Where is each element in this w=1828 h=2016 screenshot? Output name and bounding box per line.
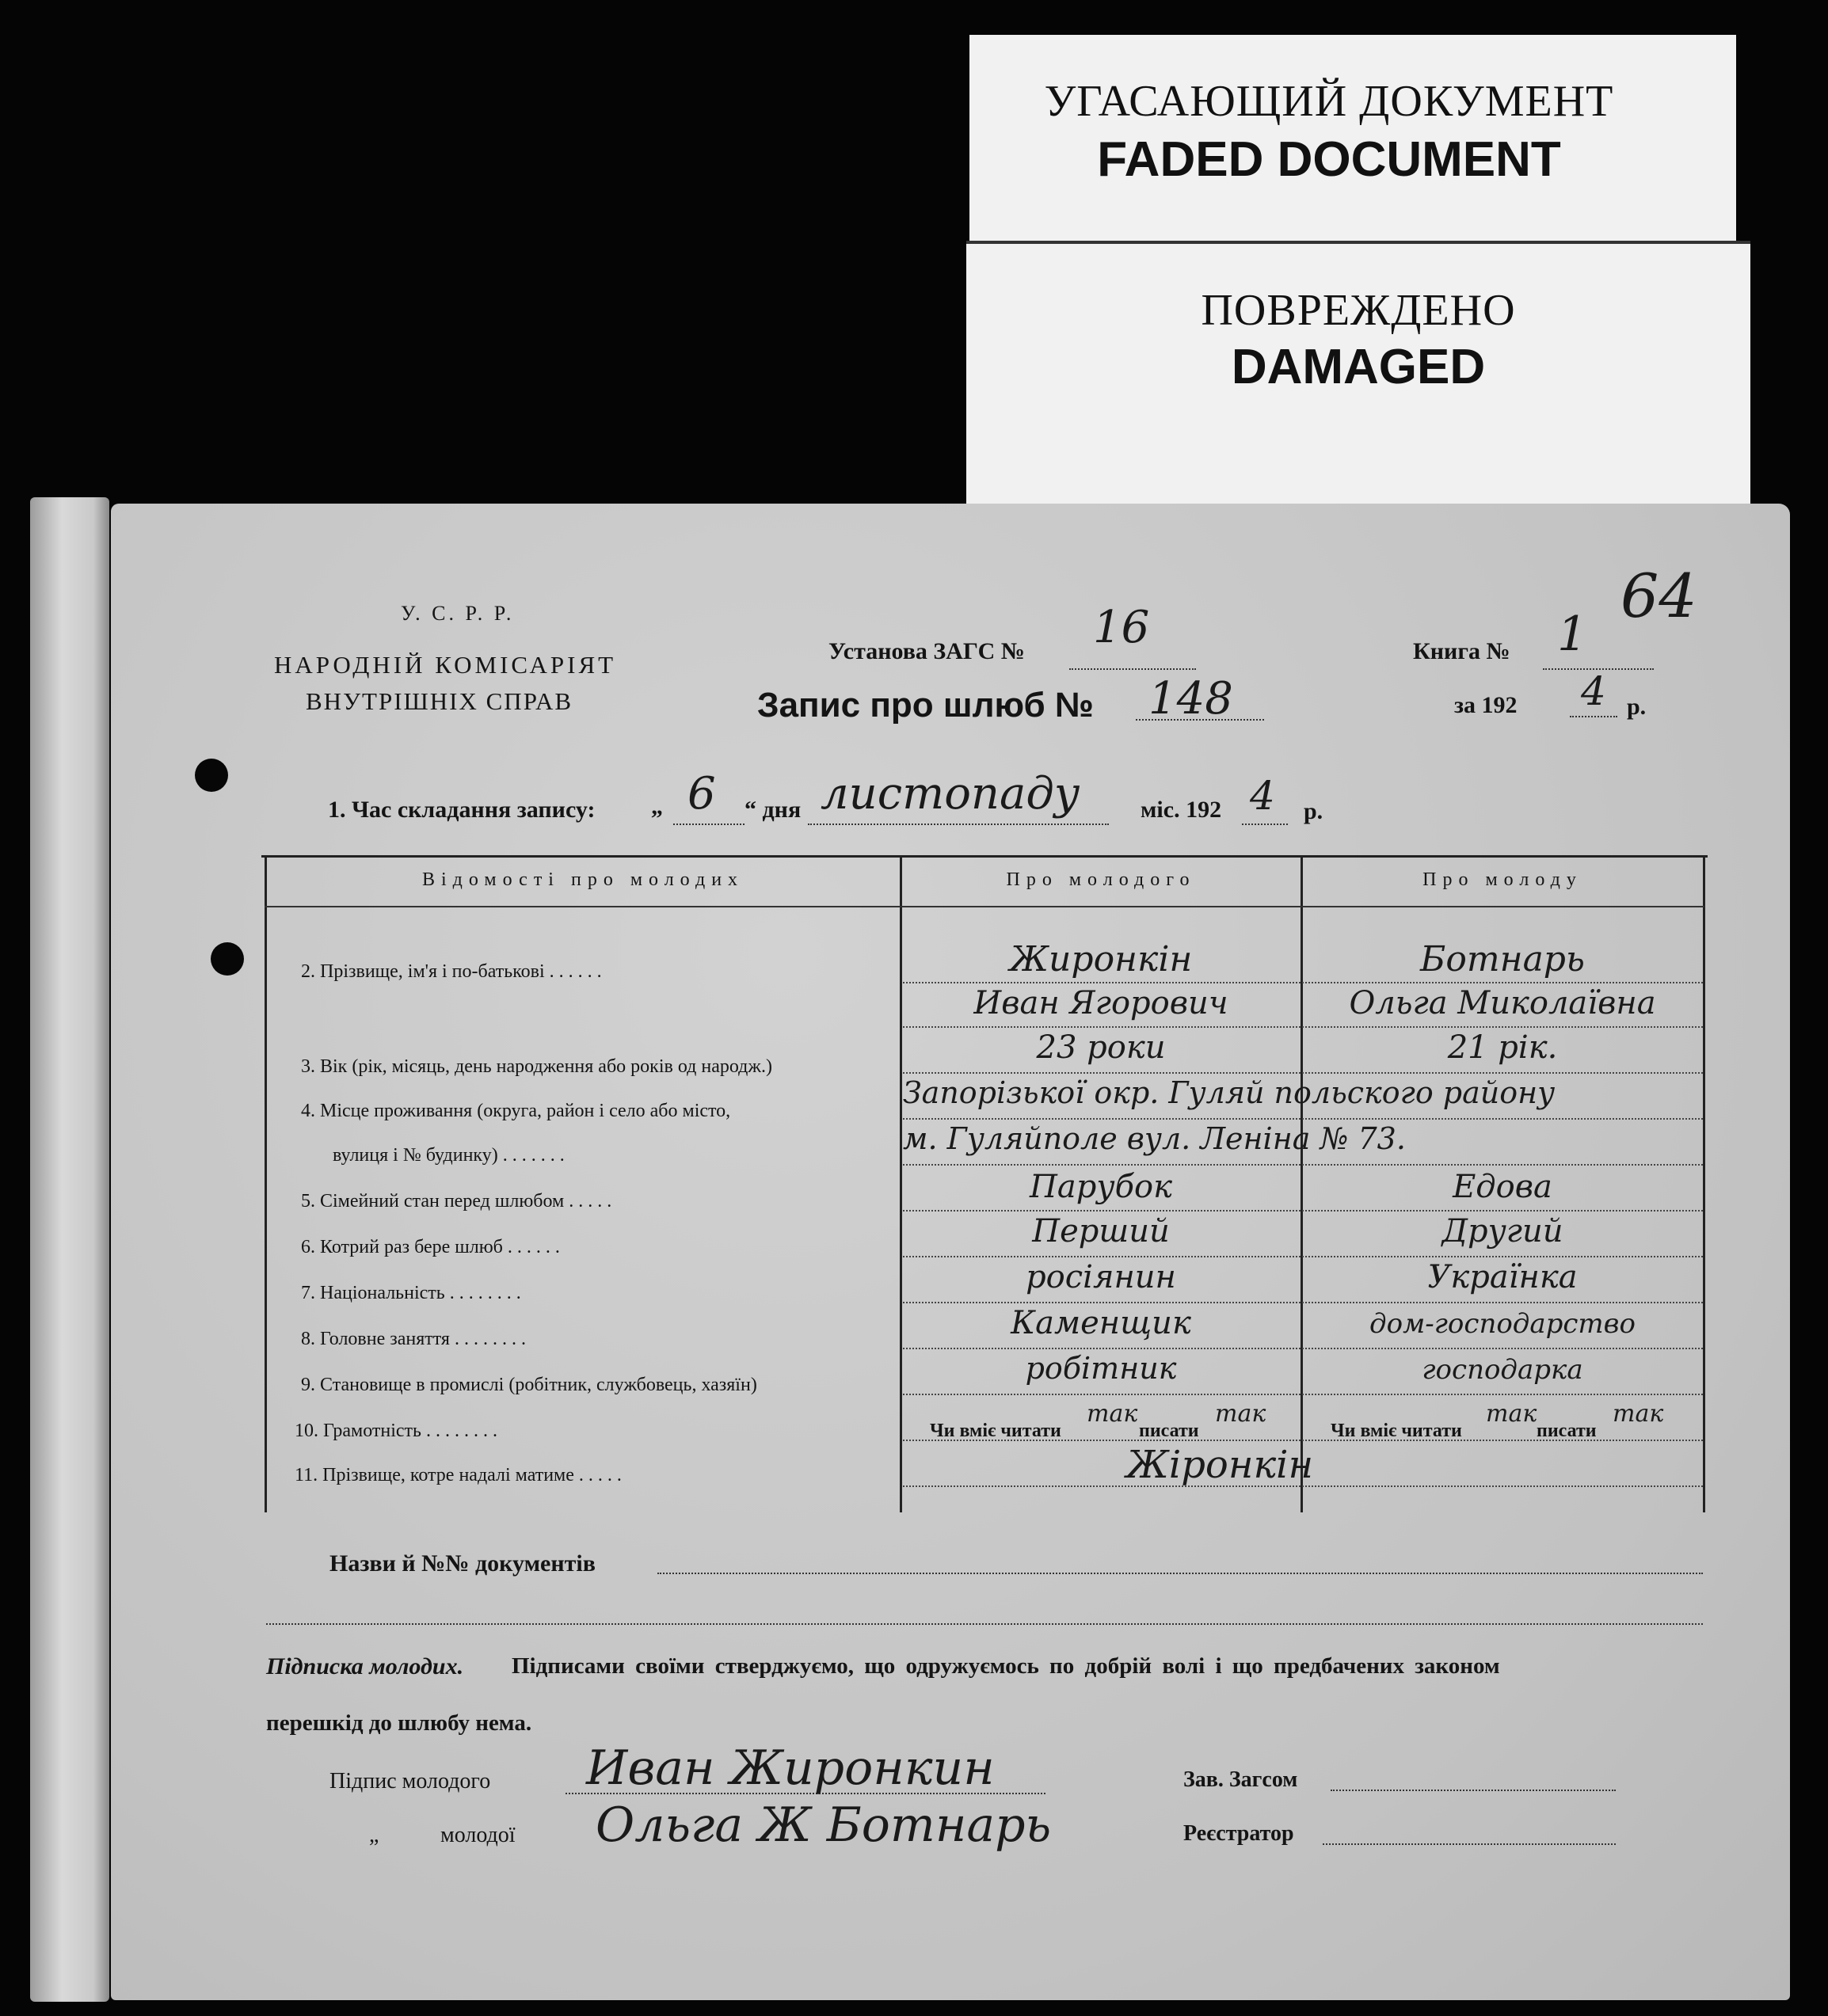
row-label-name: 2. Прізвище, ім'я і по-батькові . . . . . . — [301, 961, 602, 982]
record-year-digit: 4 — [1250, 773, 1275, 819]
groom-age: 23 роки — [1036, 1029, 1166, 1066]
previous-page-edge — [30, 497, 109, 2002]
future-surname: Жіронкін — [1125, 1443, 1314, 1487]
groom-position: робітник — [1025, 1351, 1177, 1386]
residence-line-2: м. Гуляйполе вул. Леніна № 73. — [903, 1121, 1406, 1156]
book-number: 1 — [1557, 607, 1588, 662]
documents-label: Назви й №№ документів — [329, 1550, 596, 1577]
row-label-marital: 5. Сімейний стан перед шлюбом . . . . . — [301, 1191, 612, 1212]
declaration-text-2: перешкід до шлюбу нема. — [266, 1710, 532, 1736]
bride-position: господарка — [1422, 1354, 1583, 1386]
bride-write-label: писати — [1537, 1421, 1597, 1441]
bride-read-value: так — [1486, 1400, 1537, 1428]
column-header-bride: Про молоду — [1422, 869, 1582, 890]
record-month: листопаду — [821, 768, 1080, 820]
bride-write-value: так — [1613, 1400, 1664, 1428]
binder-hole — [195, 759, 228, 792]
record-number: 148 — [1148, 673, 1233, 725]
groom-marital-status: Парубок — [1030, 1169, 1172, 1205]
faded-tag-russian: УГАСАЮЩИЙ ДОКУМЕНТ — [1044, 77, 1614, 126]
registrar-label: Реєстратор — [1183, 1821, 1294, 1846]
bride-surname: Ботнарь — [1420, 939, 1585, 979]
column-header-groom: Про молодого — [1006, 869, 1196, 890]
usrr-label: У. С. Р. Р. — [401, 602, 515, 625]
row-label-position: 9. Становище в промислі (робітник, службовець, хазяїн) — [301, 1375, 757, 1395]
record-year-suffix: р. — [1304, 798, 1323, 824]
row-label-occupation: 8. Головне заняття . . . . . . . . — [301, 1329, 526, 1349]
groom-signature-label: Підпис молодого — [329, 1769, 491, 1793]
record-day: 6 — [687, 768, 716, 820]
row-label-nationality: 7. Національність . . . . . . . . — [301, 1283, 521, 1303]
bride-name: Ольга Миколаївна — [1349, 985, 1656, 1021]
declaration-lead: Підписка молодих. — [266, 1653, 464, 1679]
day-label: “ дня — [745, 797, 802, 823]
month-label: міс. 192 — [1141, 797, 1222, 823]
damaged-tag-english: DAMAGED — [1231, 340, 1486, 394]
row-label-future-surname: 11. Прізвище, котре надалі матиме . . . . . — [295, 1465, 622, 1485]
page-number: 64 — [1620, 561, 1697, 631]
time-of-record-label: 1. Час складання запису: — [328, 797, 596, 823]
groom-marriage-count: Перший — [1032, 1213, 1170, 1250]
head-of-registry-label: Зав. Загсом — [1183, 1767, 1298, 1792]
groom-write-value: так — [1215, 1400, 1266, 1428]
damaged-document-tag — [966, 244, 1750, 507]
bride-marriage-count: Другий — [1441, 1213, 1563, 1250]
year-suffix: р. — [1627, 694, 1647, 720]
row-label-literacy: 10. Грамотність . . . . . . . . — [295, 1421, 497, 1441]
declaration-text-1: Підписами своїми стверджуємо, що одружуємось по добрій волі і що предбачених законом — [512, 1653, 1500, 1679]
bride-marital-status: Едова — [1453, 1169, 1552, 1205]
row-label-times: 6. Котрий раз бере шлюб . . . . . . — [301, 1237, 560, 1257]
marriage-record-form — [111, 504, 1790, 2000]
quote-open: „ — [651, 793, 663, 820]
year-digit: 4 — [1581, 668, 1606, 714]
groom-name: Иван Ягорович — [973, 985, 1228, 1021]
book-label: Книга № — [1413, 638, 1510, 664]
commissariat-line-2: ВНУТРІШНІХ СПРАВ — [306, 687, 573, 715]
groom-signature: Иван Жиронкин — [586, 1740, 995, 1796]
bride-age: 21 рік. — [1447, 1029, 1558, 1066]
groom-nationality: росіянин — [1026, 1259, 1176, 1295]
zags-label: Установа ЗАГС № — [828, 638, 1025, 664]
row-label-residence: 4. Місце проживання (округа, район і село або місто, — [301, 1101, 731, 1121]
column-header-info: Відомості про молодих — [421, 869, 745, 890]
record-title: Запис про шлюб № — [757, 686, 1094, 725]
bride-signature: Ольга Ж Ботнарь — [596, 1797, 1052, 1853]
groom-surname: Жиронкін — [1009, 939, 1193, 979]
groom-write-label: писати — [1139, 1421, 1199, 1441]
commissariat-line-1: НАРОДНІЙ КОМІСАРІЯТ — [274, 651, 617, 679]
faded-tag-english: FADED DOCUMENT — [1097, 132, 1561, 187]
residence-line-1: Запорізької окр. Гуляй польского району — [903, 1075, 1556, 1110]
row-label-age: 3. Вік (рік, місяць, день народження або років од народж.) — [301, 1056, 772, 1077]
bride-read-label: Чи вміє читати — [1331, 1421, 1462, 1441]
groom-read-value: так — [1087, 1400, 1138, 1428]
bride-quote: „ — [369, 1823, 379, 1847]
bride-signature-label: молодої — [440, 1823, 516, 1847]
bride-nationality: Українка — [1427, 1259, 1578, 1295]
zags-number: 16 — [1093, 602, 1150, 653]
row-label-residence-cont: вулиця і № будинку) . . . . . . . — [333, 1145, 565, 1166]
damaged-tag-russian: ПОВРЕЖДЕНО — [1201, 286, 1516, 335]
bride-occupation: дом-господарство — [1369, 1308, 1636, 1340]
year-label: за 192 — [1454, 692, 1518, 718]
groom-read-label: Чи вміє читати — [930, 1421, 1061, 1441]
binder-hole — [211, 942, 244, 976]
groom-occupation: Каменщик — [1011, 1305, 1191, 1341]
